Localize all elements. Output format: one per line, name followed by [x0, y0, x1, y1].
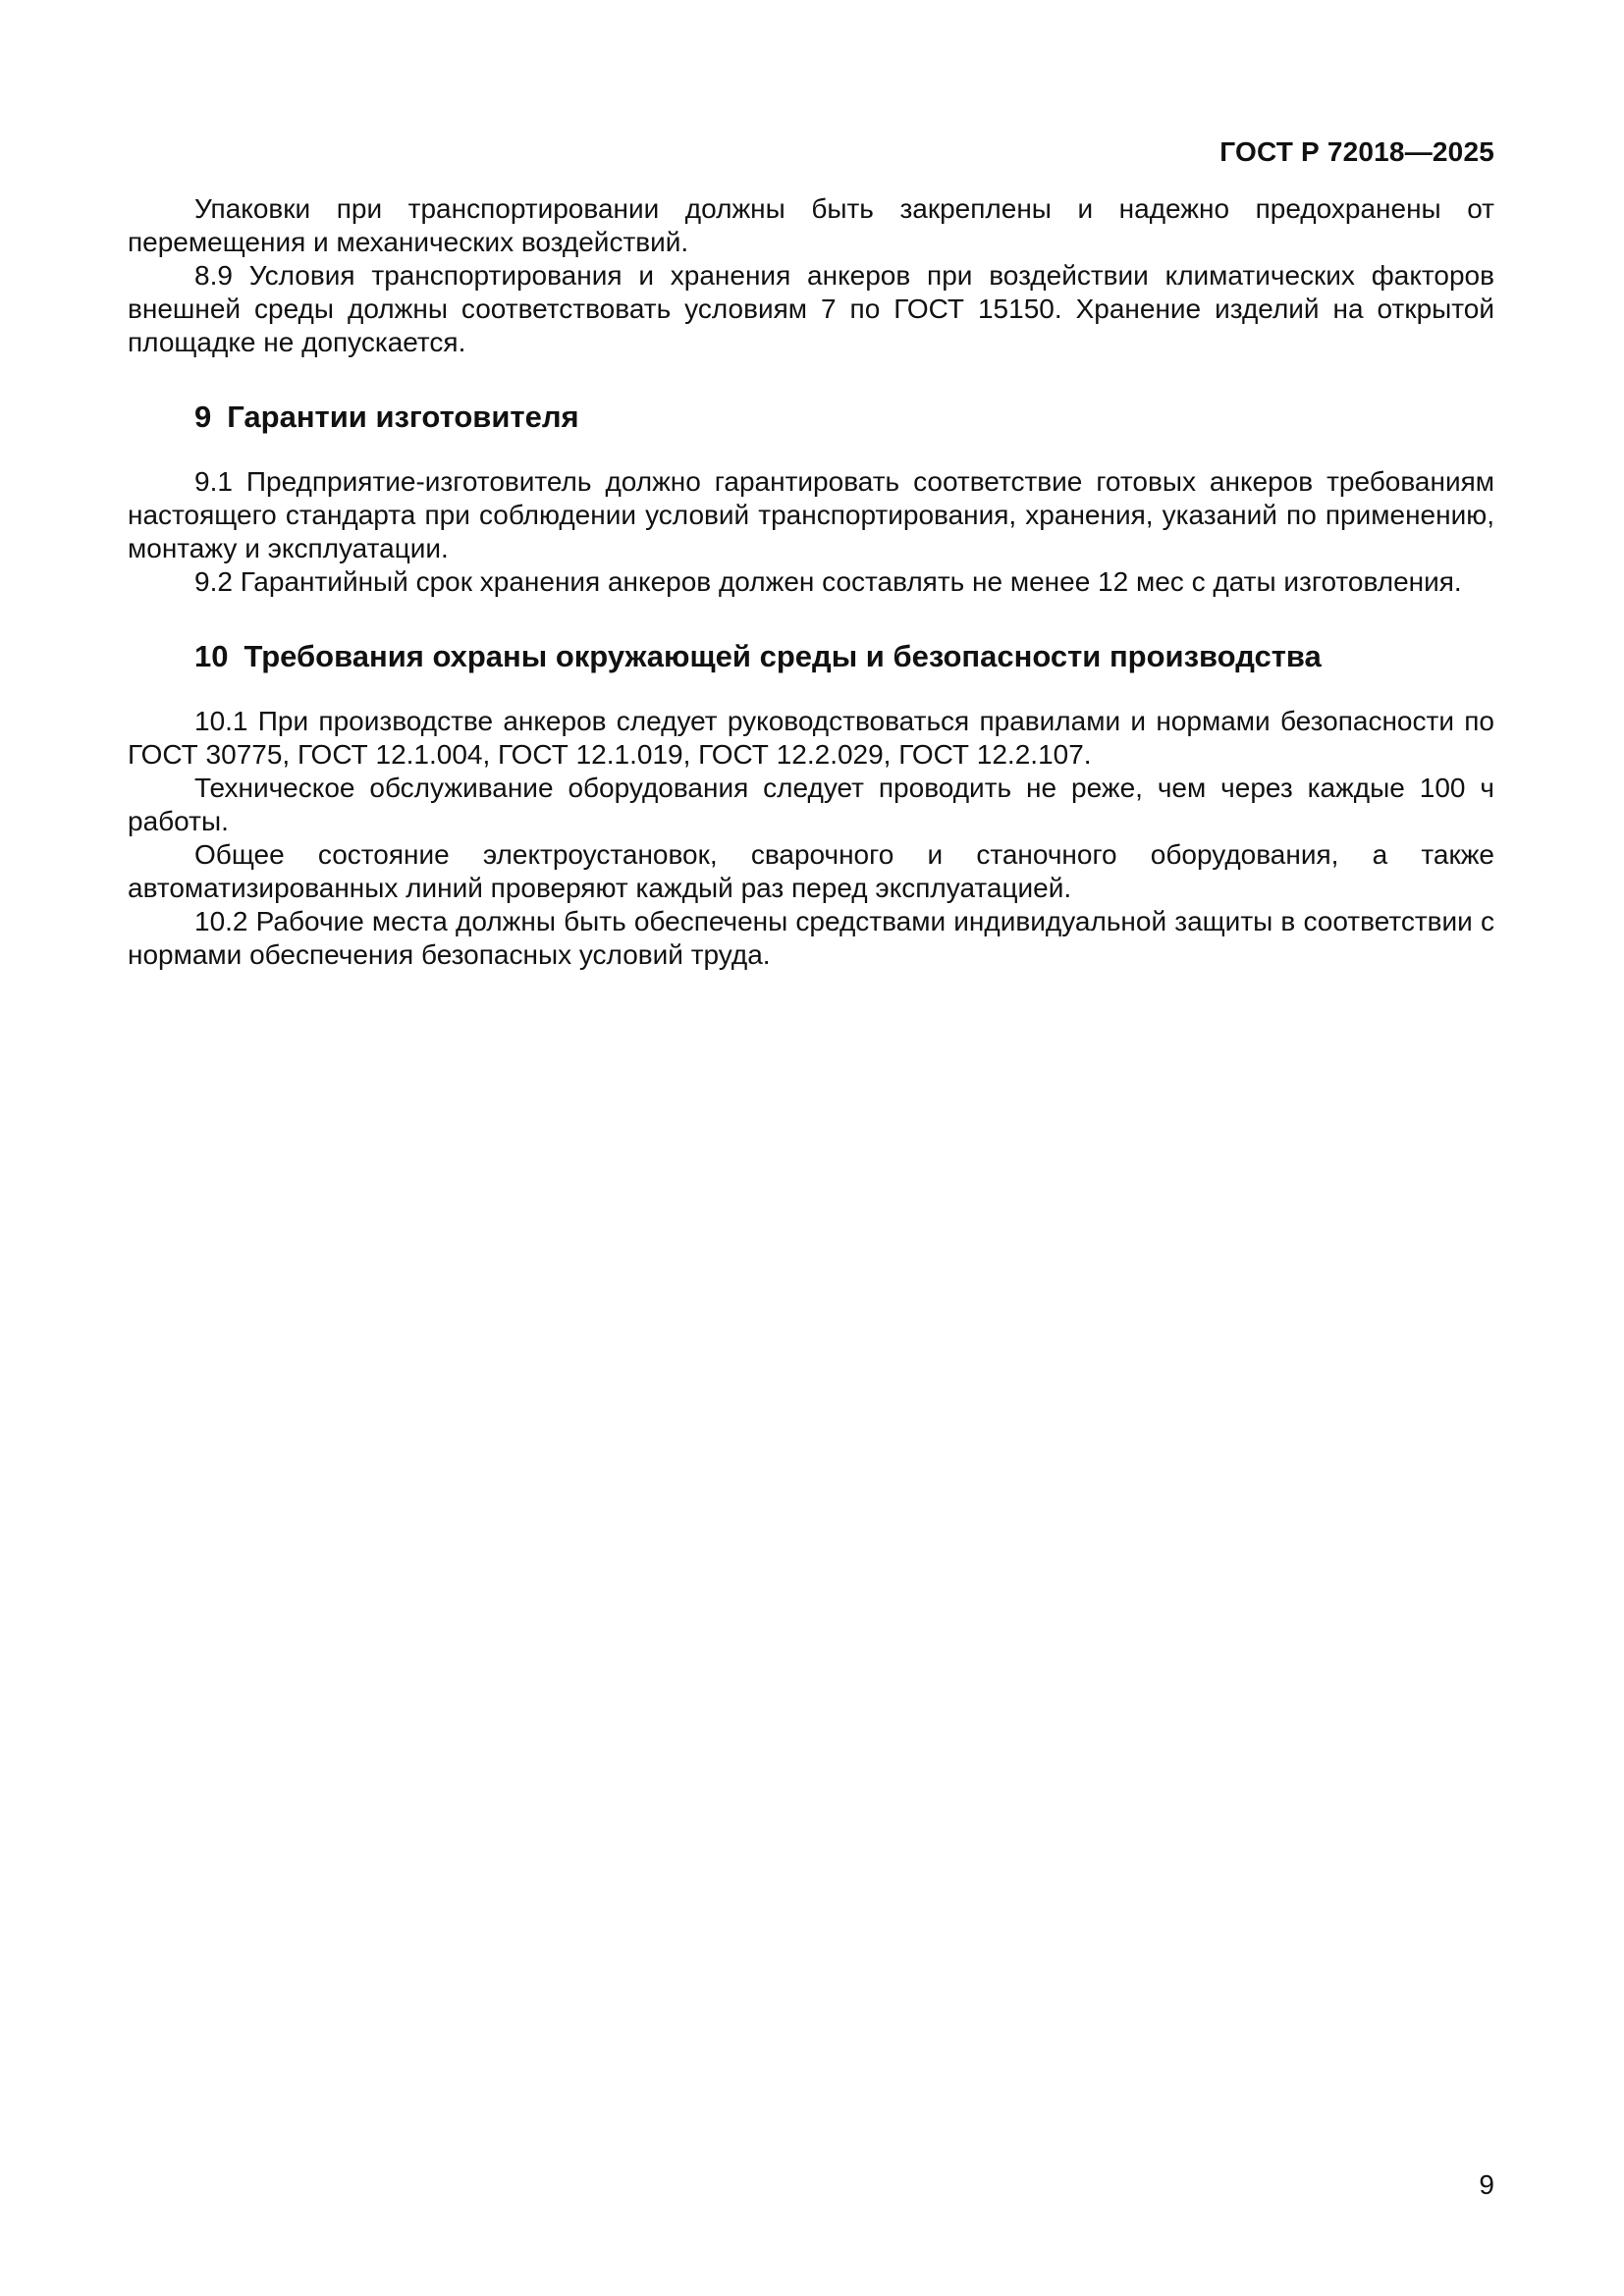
section-9-number: 9 — [194, 400, 212, 434]
section-9-title: Гарантии изготовителя — [227, 400, 579, 434]
section-heading-9 — [128, 399, 1494, 436]
running-header — [128, 135, 1494, 169]
paragraph-equipment-condition: Общее состояние электроустановок, сварочного и станочного оборудования, а также автоматизированных линий проверяют каждый раз перед эксплуатацией. — [128, 839, 1494, 903]
section-10-number: 10 — [194, 639, 229, 673]
paragraph-10-1: 10.1 При производстве анкеров следует руководствоваться правилами и нормами безопасности по ГОСТ 30775, ГОСТ 12.1.004, ГОСТ 12.1.019, ГОСТ 12.2.029, ГОСТ 12.2.107. — [128, 706, 1494, 770]
paragraph-8-9: 8.9 Условия транспортирования и хранения анкеров при воздействии климатических факторов внешней среды должны соответствовать условиям 7 по ГОСТ 15150. Хранение изделий на открытой площадке не допускается. — [128, 260, 1494, 357]
page-footer — [128, 2168, 1494, 2202]
paragraph-maintenance: Техническое обслуживание оборудования следует проводить не реже, чем через каждые 100 ч работы. — [128, 773, 1494, 836]
document-body — [128, 192, 1494, 972]
paragraph-packaging: Упаковки при транспортировании должны быть закреплены и надежно предохранены от перемещения и механических воздействий. — [128, 193, 1494, 257]
section-10-title: Требования охраны окружающей среды и безопасности производства — [244, 639, 1322, 673]
paragraph-9-1: 9.1 Предприятие-изготовитель должно гарантировать соответствие готовых анкеров требованиям настоящего стандарта при соблюдении условий транспортирования, хранения, указаний по применению, монтажу и эксплуатации. — [128, 466, 1494, 563]
section-heading-10 — [128, 638, 1494, 675]
document-code: ГОСТ Р 72018—2025 — [1219, 136, 1494, 167]
paragraph-10-2: 10.2 Рабочие места должны быть обеспечены средствами индивидуальной защиты в соответствии с нормами обеспечения безопасных условий труда. — [128, 906, 1494, 970]
paragraph-9-2: 9.2 Гарантийный срок хранения анкеров должен составлять не менее 12 мес с даты изготовления. — [194, 566, 1462, 597]
page-number: 9 — [1479, 2169, 1494, 2200]
